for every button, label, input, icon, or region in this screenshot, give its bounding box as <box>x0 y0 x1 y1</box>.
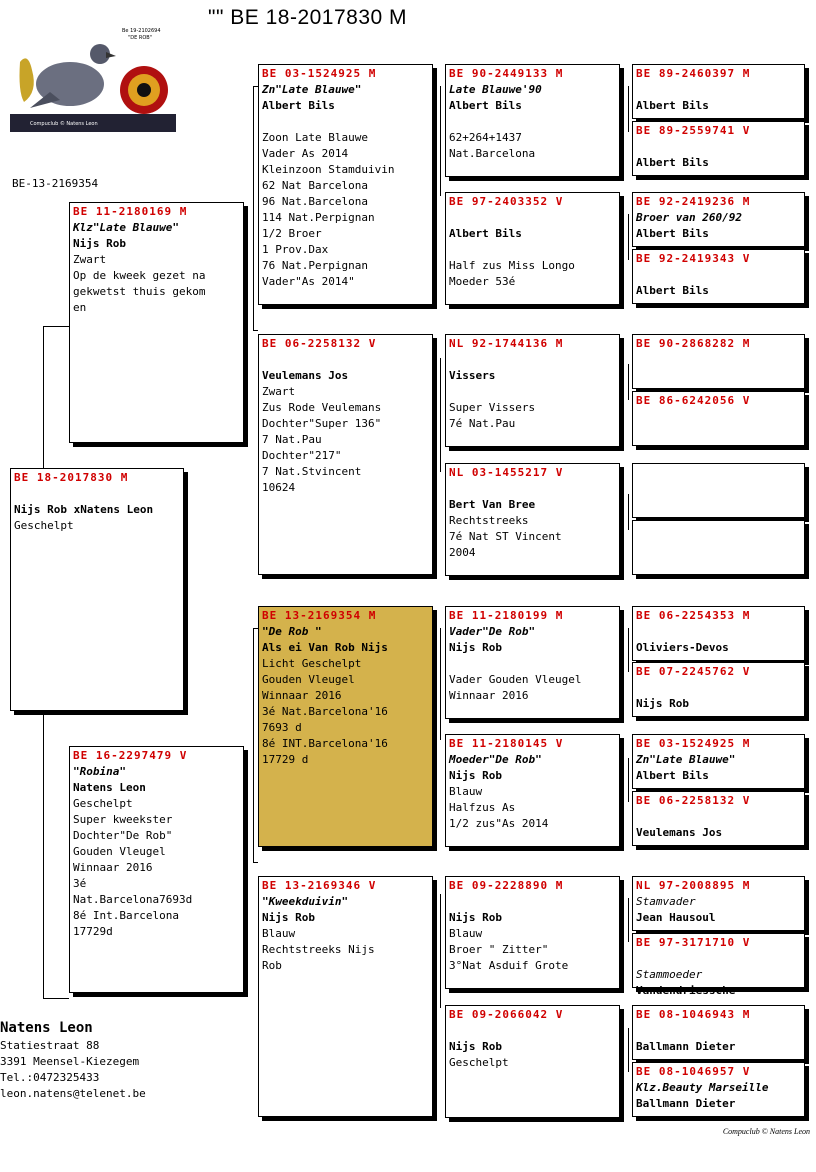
pedigree-note: Rechtstreeks Nijs <box>262 943 375 956</box>
pedigree-note: 114 Nat.Perpignan <box>262 211 375 224</box>
pedigree-note: Op de kweek gezet na <box>73 269 206 282</box>
pedigree-note: 1 Prov.Dax <box>262 243 329 256</box>
pigeon-card-gen4[interactable] <box>632 662 805 717</box>
breeder-phone: Tel.:0472325433 <box>0 1071 100 1084</box>
bird-name: Zn"Late Blauwe" <box>262 83 362 96</box>
pigeon-card-gen4[interactable] <box>632 463 805 518</box>
connector <box>628 628 629 672</box>
owner-name: Albert Bils <box>449 99 522 112</box>
pedigree-note <box>449 114 616 130</box>
pedigree-note: 1/2 Broer <box>262 227 322 240</box>
pedigree-note <box>636 951 801 967</box>
pedigree-note: Vader Gouden Vleugel <box>449 673 582 686</box>
pedigree-note <box>449 656 616 672</box>
pedigree-note <box>262 352 429 368</box>
pedigree-note: Geschelpt <box>73 797 133 810</box>
pedigree-note: Super Vissers <box>449 401 536 414</box>
pigeon-card-dam-sire[interactable] <box>258 606 433 847</box>
ring-number: BE 13-2169346 V <box>262 879 377 892</box>
bird-name: Stammoeder <box>636 968 703 981</box>
pedigree-note: Rechtstreeks <box>449 514 529 527</box>
pedigree-note: Half zus Miss Longo <box>449 259 575 272</box>
ring-number: NL 92-1744136 M <box>449 337 564 350</box>
ring-number: BE 08-1046943 M <box>636 1008 751 1021</box>
pedigree-note <box>449 481 616 497</box>
connector <box>440 86 441 196</box>
connector <box>440 358 441 472</box>
owner-name: Vissers <box>449 369 496 382</box>
ring-number: BE 89-2460397 M <box>636 67 751 80</box>
ring-number: BE 03-1524925 M <box>262 67 377 80</box>
bird-name: Moeder"De Rob" <box>449 753 542 766</box>
connector <box>628 364 629 400</box>
pedigree-note: Dochter"Super 136" <box>262 417 382 430</box>
bird-name: Vader"De Rob" <box>449 625 536 638</box>
pigeon-card-gen4[interactable] <box>632 391 805 446</box>
pedigree-note: Geschelpt <box>14 519 74 532</box>
breeder-logo <box>10 22 176 132</box>
connector <box>440 628 441 740</box>
bird-name: Zn"Late Blauwe" <box>636 753 736 766</box>
pedigree-title: "" BE 18-2017830 M <box>208 6 408 29</box>
pedigree-note: Winnaar 2016 <box>449 689 529 702</box>
breeder-city: 3391 Meensel-Kiezegem <box>0 1055 140 1068</box>
ring-number: NL 97-2008895 M <box>636 879 751 892</box>
pigeon-card-gen4[interactable] <box>632 121 805 176</box>
ring-number: BE 06-2254353 M <box>636 609 751 622</box>
pedigree-note: 96 Nat.Barcelona <box>262 195 368 208</box>
pigeon-card-gen4[interactable] <box>632 933 805 997</box>
pigeon-card-gen4[interactable] <box>632 249 805 304</box>
pedigree-note: 7é Nat.Pau <box>449 417 516 430</box>
bird-name: Klz.Beauty Marseille <box>636 1081 769 1094</box>
bird-name: Stamvader <box>636 895 696 908</box>
connector <box>628 214 629 260</box>
owner-name: Als ei Van Rob Nijs <box>262 641 388 654</box>
ring-number: BE 90-2449133 M <box>449 67 564 80</box>
pedigree-note <box>449 210 616 226</box>
pedigree-note <box>636 809 801 825</box>
pigeon-card-sire-dam[interactable] <box>258 334 433 575</box>
pigeon-card-sd-sire[interactable] <box>445 334 620 447</box>
pigeon-card-gen4[interactable] <box>632 334 805 389</box>
bird-name: "De Rob " <box>262 625 322 638</box>
owner-name: Albert Bils <box>636 156 709 169</box>
pedigree-note <box>636 139 801 155</box>
pigeon-card-gen4[interactable] <box>632 1062 805 1117</box>
ring-number: BE 06-2258132 V <box>262 337 377 350</box>
owner-name: Jean Hausoul <box>636 911 716 924</box>
pedigree-note: Blauw <box>449 785 483 798</box>
pedigree-note: 17729 d <box>262 753 309 766</box>
owner-name: Oliviers-Devos <box>636 641 729 654</box>
pedigree-note <box>636 267 801 283</box>
owner-name: Vandendriessche <box>636 984 736 997</box>
pedigree-note: 1/2 zus"As 2014 <box>449 817 549 830</box>
connector <box>43 326 69 327</box>
pedigree-note: gekwetst thuis gekom <box>73 285 206 298</box>
logo-ring-text: Be 19-2102694 <box>122 28 161 34</box>
pedigree-note: Moeder 53é <box>449 275 516 288</box>
owner-name: Nijs Rob <box>449 1040 502 1053</box>
owner-name: Veulemans Jos <box>262 369 349 382</box>
connector <box>43 712 44 998</box>
pedigree-note: Licht Geschelpt <box>262 657 362 670</box>
bird-name: "Robina" <box>73 765 126 778</box>
pedigree-note: 3é Nat.Barcelona'16 <box>262 705 388 718</box>
reference-id: BE-13-2169354 <box>12 177 99 190</box>
pedigree-note: 62 Nat Barcelona <box>262 179 368 192</box>
pedigree-note: Dochter"De Rob" <box>73 829 173 842</box>
pigeon-card-gen4[interactable] <box>632 876 805 931</box>
pigeon-card-gen4[interactable] <box>632 1005 805 1060</box>
pedigree-note: 2004 <box>449 546 476 559</box>
owner-name: Nijs Rob <box>449 769 502 782</box>
pigeon-card-dam-dam[interactable] <box>258 876 433 1117</box>
footer-credit: Compuclub © Natens Leon <box>722 1127 810 1136</box>
pedigree-note: 8é Int.Barcelona <box>73 909 179 922</box>
ring-number: BE 97-3171710 V <box>636 936 751 949</box>
pigeon-card-sire[interactable] <box>69 202 244 443</box>
pedigree-note: 7693 d <box>262 721 302 734</box>
pigeon-card-subject[interactable] <box>10 468 184 711</box>
pedigree-note: Dochter"217" <box>262 449 342 462</box>
pedigree-note: Winnaar 2016 <box>262 689 342 702</box>
pedigree-note <box>449 242 616 258</box>
breeder-email[interactable]: leon.natens@telenet.be <box>0 1087 146 1100</box>
ring-number: BE 11-2180169 M <box>73 205 188 218</box>
ring-number: BE 09-2228890 M <box>449 879 564 892</box>
pedigree-note: Super kweekster <box>73 813 173 826</box>
owner-name: Albert Bils <box>636 99 709 112</box>
pedigree-note <box>449 894 616 910</box>
ring-number: BE 11-2180199 M <box>449 609 564 622</box>
pedigree-note: Broer " Zitter" <box>449 943 549 956</box>
pigeon-card-ss-sire[interactable] <box>445 64 620 177</box>
pedigree-note: Nat.Barcelona7693d <box>73 893 193 906</box>
pedigree-note <box>449 384 616 400</box>
ring-number: BE 07-2245762 V <box>636 665 751 678</box>
pedigree-note: Blauw <box>262 927 296 940</box>
pedigree-note <box>449 1023 616 1039</box>
pedigree-note: Zwart <box>73 253 107 266</box>
pigeon-card-gen4[interactable] <box>632 791 805 846</box>
pedigree-note: 7 Nat.Pau <box>262 433 322 446</box>
owner-name: Albert Bils <box>636 227 709 240</box>
pedigree-note: Zoon Late Blauwe <box>262 131 368 144</box>
owner-name: Albert Bils <box>449 227 522 240</box>
pedigree-note: Zus Rode Veulemans <box>262 401 382 414</box>
connector <box>628 86 629 132</box>
owner-name: Nijs Rob <box>73 237 126 250</box>
bird-name: Broer van 260/92 <box>636 211 742 224</box>
pigeon-card-gen4[interactable] <box>632 192 805 247</box>
ring-number: BE 08-1046957 V <box>636 1065 751 1078</box>
pedigree-note: 3°Nat Asduif Grote <box>449 959 569 972</box>
owner-name: Albert Bils <box>636 769 709 782</box>
bird-name: Klz"Late Blauwe" <box>73 221 179 234</box>
pigeon-card-sd-dam[interactable] <box>445 463 620 576</box>
pedigree-note: 76 Nat.Perpignan <box>262 259 368 272</box>
pedigree-note: Zwart <box>262 385 296 398</box>
pedigree-note <box>449 352 616 368</box>
owner-name: Bert Van Bree <box>449 498 536 511</box>
bird-name: "Kweekduivin" <box>262 895 349 908</box>
connector <box>440 894 441 1008</box>
pedigree-note: Gouden Vleugel <box>73 845 166 858</box>
owner-name: Nijs Rob <box>449 641 502 654</box>
pigeon-card-dd-sire[interactable] <box>445 876 620 989</box>
pedigree-note: Halfzus As <box>449 801 516 814</box>
owner-name: Nijs Rob <box>262 911 315 924</box>
pedigree-note: 10624 <box>262 481 296 494</box>
breeder-info <box>0 1018 146 1102</box>
pedigree-note: Rob <box>262 959 282 972</box>
pedigree-note: 7 Nat.Stvincent <box>262 465 362 478</box>
pigeon-card-gen4[interactable] <box>632 520 805 575</box>
pedigree-note: 62+264+1437 <box>449 131 522 144</box>
pigeon-card-dam[interactable] <box>69 746 244 993</box>
pedigree-note <box>636 82 801 98</box>
ring-number: BE 06-2258132 V <box>636 794 751 807</box>
pedigree-note: Kleinzoon Stamduivin <box>262 163 395 176</box>
pigeon-card-sire-sire[interactable] <box>258 64 433 305</box>
pigeon-card-ss-dam[interactable] <box>445 192 620 305</box>
connector <box>628 898 629 942</box>
pedigree-note: Nat.Barcelona <box>449 147 536 160</box>
ring-number: BE 18-2017830 M <box>14 471 129 484</box>
ring-number: BE 90-2868282 M <box>636 337 751 350</box>
ring-number: BE 11-2180145 V <box>449 737 564 750</box>
owner-name: Nijs Rob <box>636 697 689 710</box>
pigeon-card-gen4[interactable] <box>632 64 805 119</box>
pigeon-card-ds-sire[interactable] <box>445 606 620 719</box>
pedigree-note: Gouden Vleugel <box>262 673 355 686</box>
ring-number: BE 03-1524925 M <box>636 737 751 750</box>
owner-name: Natens Leon <box>73 781 146 794</box>
ring-number: BE 92-2419236 M <box>636 195 751 208</box>
ring-number: NL 03-1455217 V <box>449 466 564 479</box>
connector <box>628 494 629 530</box>
ring-number: BE 97-2403352 V <box>449 195 564 208</box>
pedigree-note: Winnaar 2016 <box>73 861 153 874</box>
owner-name: Veulemans Jos <box>636 826 723 839</box>
pedigree-note <box>262 114 429 130</box>
connector <box>253 862 258 863</box>
owner-name: Albert Bils <box>262 99 335 112</box>
connector <box>628 758 629 802</box>
owner-name: Ballmann Dieter <box>636 1040 736 1053</box>
pigeon-card-ds-dam[interactable] <box>445 734 620 847</box>
owner-name: Nijs Rob xNatens Leon <box>14 503 154 516</box>
ring-number: BE 92-2419343 V <box>636 252 751 265</box>
logo-bird-name: "DE ROB" <box>128 35 153 41</box>
pedigree-note <box>636 680 801 696</box>
connector <box>253 86 254 330</box>
pedigree-note: 3é <box>73 877 87 890</box>
pigeon-card-dd-dam[interactable] <box>445 1005 620 1118</box>
ring-number: BE 89-2559741 V <box>636 124 751 137</box>
connector <box>43 998 69 999</box>
ring-number: BE 13-2169354 M <box>262 609 377 622</box>
pedigree-note: 17729d <box>73 925 113 938</box>
pigeon-logo-icon <box>10 22 176 132</box>
owner-name: Ballmann Dieter <box>636 1097 736 1110</box>
pedigree-note: Geschelpt <box>449 1056 509 1069</box>
ring-number: BE 86-6242056 V <box>636 394 751 407</box>
pigeon-card-gen4[interactable] <box>632 734 805 789</box>
connector <box>43 326 44 468</box>
pedigree-note: en <box>73 301 87 314</box>
connector <box>253 330 258 331</box>
connector <box>253 628 254 862</box>
pedigree-note <box>636 1023 801 1039</box>
pedigree-note: Vader"As 2014" <box>262 275 355 288</box>
pedigree-note <box>636 624 801 640</box>
bird-name: Late Blauwe'90 <box>449 83 542 96</box>
pigeon-card-gen4[interactable] <box>632 606 805 661</box>
pedigree-note: Blauw <box>449 927 483 940</box>
owner-name: Nijs Rob <box>449 911 502 924</box>
owner-name: Albert Bils <box>636 284 709 297</box>
breeder-street: Statiestraat 88 <box>0 1039 100 1052</box>
pedigree-note <box>14 486 180 502</box>
pedigree-note: Vader As 2014 <box>262 147 349 160</box>
pedigree-note: 7é Nat ST Vincent <box>449 530 562 543</box>
ring-number: BE 16-2297479 V <box>73 749 188 762</box>
connector <box>628 1028 629 1072</box>
breeder-name: Natens Leon <box>0 1020 93 1036</box>
pedigree-note: 8é INT.Barcelona'16 <box>262 737 388 750</box>
ring-number: BE 09-2066042 V <box>449 1008 564 1021</box>
logo-caption: Compuclub © Natens Leon <box>30 121 98 127</box>
